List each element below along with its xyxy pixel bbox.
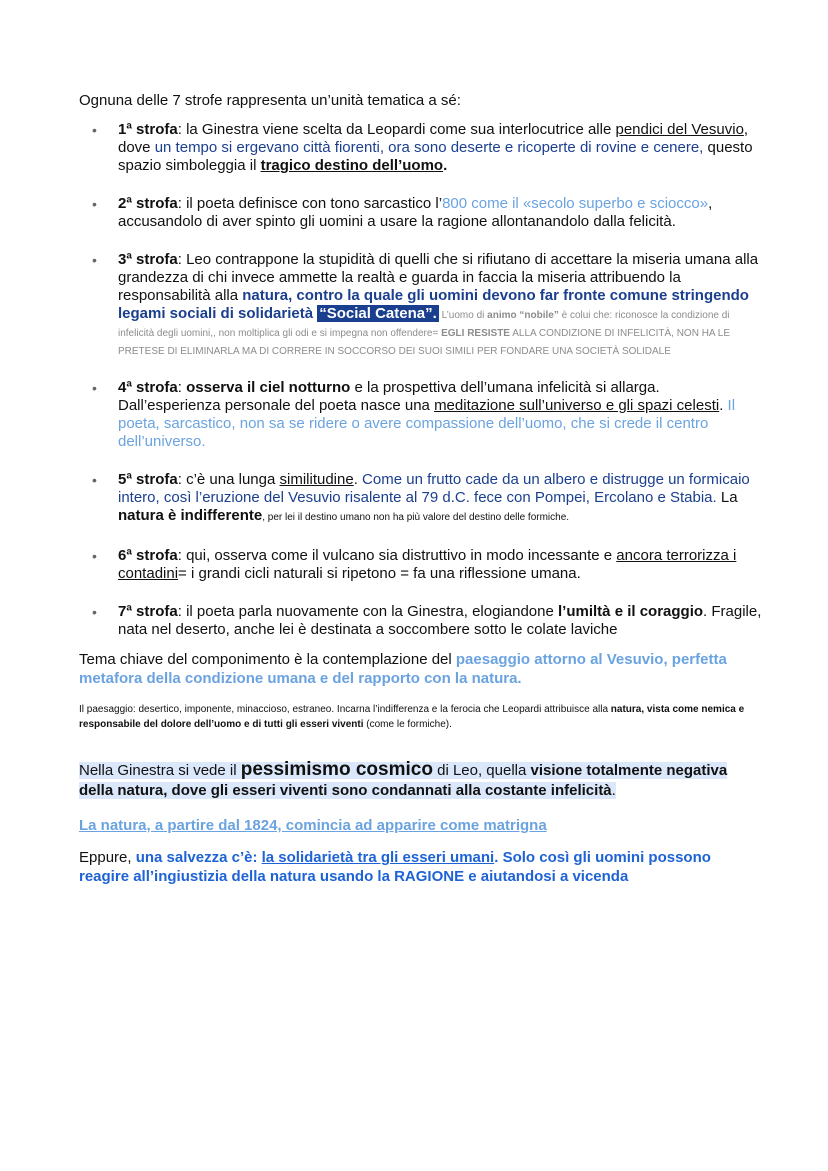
- strofa-label: 1ª strofa: [118, 121, 178, 138]
- text: Il paesaggio: desertico, imponente, minaccioso, estraneo. Incarna l’indifferenza e la ferocia che Leopardi attribuisce alla: [79, 704, 611, 715]
- text: Il poeta, sarcastico, non sa se ridere o avere compassione dell’uomo, che si crede il centro dell’universo.: [118, 397, 736, 450]
- strofa-label: 4ª strofa: [118, 379, 178, 396]
- eppure-paragraph: [79, 848, 759, 886]
- bullet: •: [92, 122, 97, 138]
- text: Eppure,: [79, 849, 136, 866]
- text: l’umiltà e il coraggio: [558, 603, 704, 620]
- text: L’uomo di: [438, 310, 488, 321]
- strofa-label: 2ª strofa: [118, 195, 178, 212]
- bullet: •: [92, 196, 97, 212]
- text: , per lei il destino umano non ha più valore del destino delle formiche.: [262, 512, 570, 523]
- text: paesaggio attorno al Vesuvio, perfetta metafora della condizione umana e del rapporto con la natura.: [79, 651, 727, 687]
- text: . Fragile, nata nel deserto, anche lei è destinata a soccombere sotto le colate laviche: [118, 603, 762, 638]
- text: : il poeta parla nuovamente con la Ginestra, elogiandone: [177, 603, 559, 620]
- text: natura, vista come nemica e responsabile del dolore dell’uomo e di tutti gli esseri viventi: [79, 704, 745, 730]
- text: questo spazio simboleggia il: [118, 139, 753, 174]
- text: meditazione sull’universo e gli spazi celesti: [434, 397, 720, 414]
- text: : qui, osserva come il vulcano sia distruttivo in modo incessante e: [177, 547, 617, 564]
- list-item: [92, 251, 762, 359]
- text: : il poeta definisce con tono sarcastico l’: [177, 195, 443, 212]
- strofe-list: [92, 121, 762, 659]
- text: 800 come il «secolo superbo e sciocco»: [442, 195, 709, 212]
- text: . Solo così gli uomini possono reagire all’ingiustizia della natura usando la RAGIONE e aiutandosi a vicenda: [79, 849, 711, 885]
- text: .: [719, 397, 728, 414]
- intro-text: Ognuna delle 7 strofe rappresenta un’unità tematica a sé:: [79, 92, 461, 109]
- text: : la Ginestra viene scelta da Leopardi come sua interlocutrice alle: [177, 121, 616, 138]
- list-item: [92, 471, 762, 527]
- text: : Leo contrappone la stupidità di quelli che si rifiutano di accettare la miseria umana alla grandezza di chi invece ammette la realtà e guarda in faccia la miseria attribuendo la responsabilità alla: [118, 251, 759, 304]
- text: un tempo si ergevano città fiorenti, ora sono deserte e ricoperte di rovine e cenere,: [154, 139, 704, 156]
- text: la solidarietà tra gli esseri umani: [261, 849, 495, 866]
- text: una salvezza c’è:: [135, 849, 262, 866]
- tema-paragraph: [79, 650, 759, 688]
- pessimismo-paragraph: [79, 760, 739, 801]
- paesaggio-paragraph: [79, 702, 759, 732]
- text: EGLI RESISTE: [441, 328, 510, 339]
- text: .: [611, 782, 616, 799]
- bullet: •: [92, 472, 97, 488]
- matrigna-heading: La natura, a partire dal 1824, comincia ad apparire come matrigna: [79, 817, 547, 834]
- text: : c’è una lunga: [177, 471, 280, 488]
- text: natura, contro la quale gli uomini devono far fronte comune stringendo legami sociali di solidarietà: [118, 287, 749, 322]
- text: ancora terrorizza i contadini: [118, 547, 737, 582]
- text: animo “nobile”: [487, 310, 559, 321]
- text: ALLA CONDIZIONE DI INFELICITÀ, NON HA LE PRETESE DI ELIMINARLA MA DI CORRERE IN SOCCORSO DEI SUOI SIMILI PER FONDARE UNA SOCIETÀ SOLIDALE: [118, 328, 731, 357]
- text: Tema chiave del componimento è la contemplazione del: [79, 651, 456, 668]
- text: di Leo, quella: [432, 762, 531, 779]
- text: è colui che: riconosce la condizione di infelicità degli uomini,, non moltiplica gli odi e si impegna non offendere=: [118, 310, 730, 339]
- text: pessimismo cosmico: [240, 759, 433, 780]
- text: natura è indifferente: [118, 507, 263, 524]
- bullet: •: [92, 548, 97, 564]
- list-item: [92, 547, 762, 583]
- text: visione totalmente negativa della natura, dove gli esseri viventi sono condannati alla costante infelicità: [79, 762, 728, 799]
- strofa-label: 5ª strofa: [118, 471, 178, 488]
- bullet: •: [92, 380, 97, 396]
- text: pendici del Vesuvio: [615, 121, 744, 138]
- text: tragico destino dell’uomo: [260, 157, 444, 174]
- bullet: •: [92, 604, 97, 620]
- list-item: [92, 121, 762, 175]
- strofa-label: 6ª strofa: [118, 547, 178, 564]
- text: , dove: [118, 121, 749, 156]
- strofa-label: 3ª strofa: [118, 251, 178, 268]
- text: .: [443, 157, 448, 174]
- list-item: [92, 379, 762, 451]
- text: .: [353, 471, 363, 488]
- text: La: [716, 489, 738, 506]
- text: Come un frutto cade da un albero e distrugge un formicaio intero, così l’eruzione del Vesuvio risalente al 79 d.C. fece con Pompei, Ercolano e Stabia.: [118, 471, 750, 506]
- text: , accusandolo di aver spinto gli uomini a usare la ragione allontanandolo dalla felicità.: [118, 195, 713, 230]
- text: (come le formiche).: [363, 719, 452, 730]
- text: :: [177, 379, 187, 396]
- social-catena-highlight: “Social Catena”.: [319, 305, 437, 322]
- text: e la prospettiva dell’umana infelicità si allarga. Dall’esperienza personale del poeta nasce una: [118, 379, 660, 414]
- list-item: [92, 195, 762, 231]
- strofa-label: 7ª strofa: [118, 603, 178, 620]
- text: similitudine: [279, 471, 354, 488]
- text: Nella Ginestra si vede il: [79, 762, 241, 779]
- bullet: •: [92, 252, 97, 268]
- text: = i grandi cicli naturali si ripetono = fa una riflessione umana.: [178, 565, 581, 582]
- list-item: [92, 603, 762, 639]
- text: osserva il ciel notturno: [186, 379, 351, 396]
